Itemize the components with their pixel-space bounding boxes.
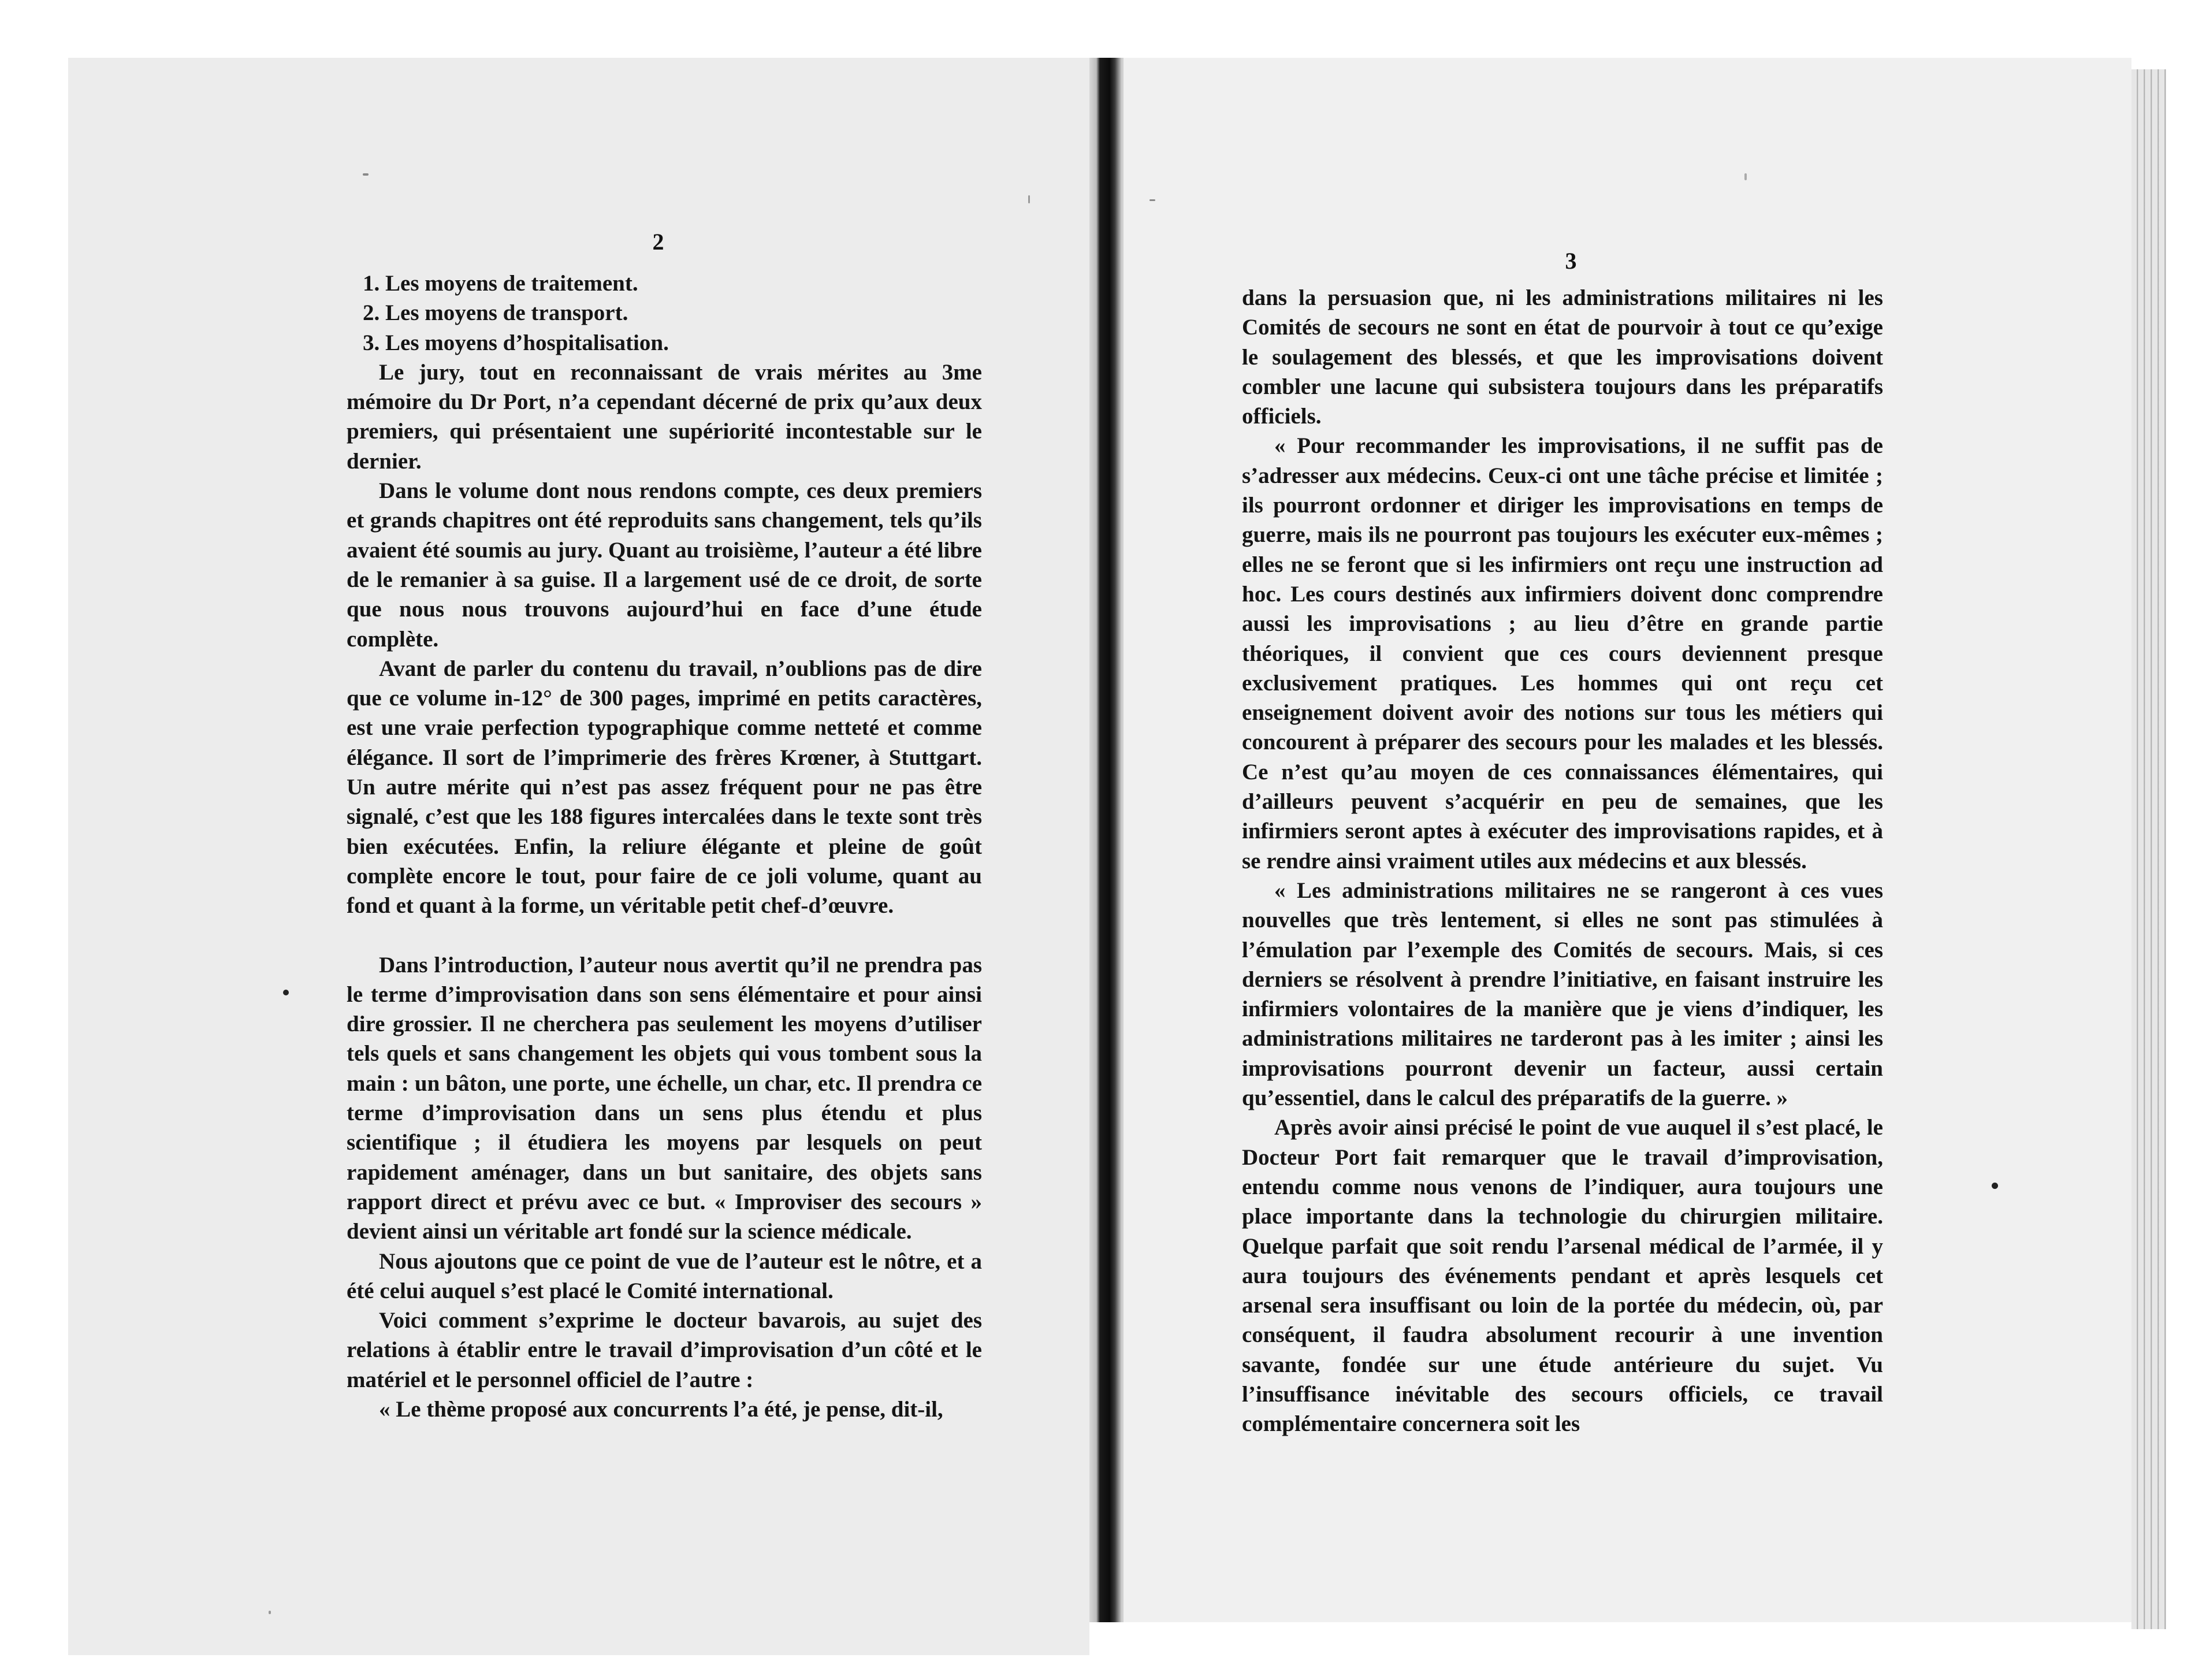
ink-speck [1992, 1183, 1998, 1189]
ink-speck [269, 1611, 271, 1614]
book-spine [1089, 58, 1123, 1622]
paragraph: Après avoir ainsi précisé le point de vue auquel il s’est placé, le Docteur Port fait remarquer que le travail d’improvisation, entendu comme nous venons de l’indiquer, aura toujours une place importante dans la technologie du chirurgien militaire. Quelque parfait que soit rendu l’arsenal médical de l’armée, il y aura toujours des événements pendant et après lesquels cet arsenal sera insuffisant ou loin de la portée du médecin, où, par conséquent, il faudra absolument recourir à une invention savante, fondée sur une étude antérieure du sujet. Vu l’insuffisance inévitable des secours officiels, ce travail complémentaire concernera soit les [1242, 1115, 1883, 1437]
list-item: 1. Les moyens de traitement. [363, 271, 638, 296]
paragraph: « Pour recommander les improvisations, il ne suffit pas de s’adresser aux médecins. Ceux-ci ont une tâche précise et limitée ; ils pourront ordonner et diriger les improvisations en temps de guerre, mais ils ne pourront pas toujours les exécuter eux-mêmes ; elles ne se feront que si les infirmiers ont reçu une instruction ad hoc. Les cours destinés aux infirmiers doivent donc comprendre aussi les improvisations ; au lieu d’être en grande partie théoriques, il convient que ces cours deviennent presque exclusivement pratiques. Les hommes qui ont reçu cet enseignement doivent avoir des notions sur tous les métiers qui concourent à préparer des secours pour les malades et les blessés. Ce n’est qu’au moyen de ces connaissances élémentaires, qui d’ailleurs peuvent s’acquérir en peu de semaines, que les infirmiers seront aptes à exécuter des improvisations rapides, et à se rendre ainsi vraiment utiles aux médecins et aux blessés. [1242, 433, 1883, 874]
ink-speck [1744, 173, 1747, 180]
list-item: 2. Les moyens de transport. [363, 300, 628, 326]
paragraph: dans la persuasion que, ni les administrations militaires ni les Comités de secours ne sont en état de pourvoir à tout ce qu’exige le soulagement des blessés, et que les improvisations doivent combler une lacune qui subsistera toujours dans les préparatifs officiels. [1242, 285, 1883, 429]
ink-speck [1149, 199, 1155, 201]
ink-speck [1028, 195, 1030, 203]
paragraph: Le jury, tout en reconnaissant de vrais mérites au 3me mémoire du Dr Port, n’a cependant décerné de prix qu’aux deux premiers, qui présentaient une supériorité incontestable sur le dernier. [347, 359, 982, 474]
right-page-number: 3 [1565, 248, 1578, 274]
paragraph: « Les administrations militaires ne se rangeront à ces vues nouvelles que très lentement, si elles ne sont pas stimulées à l’émulation par l’exemple des Comités de secours. Mais, si ces derniers se résolvent à prendre l’initiative, en faisant instruire les infirmiers volontaires de la manière que je viens d’indiquer, les administrations militaires ne tarderont pas à les imiter ; ainsi les improvisations pourront devenir un facteur, aussi certain qu’essentiel, dans le calcul des préparatifs de la guerre. » [1242, 878, 1883, 1111]
ink-speck [283, 990, 289, 995]
paragraph: Avant de parler du contenu du travail, n’oublions pas de dire que ce volume in-12° de 300 pages, imprimé en petits caractères, est une vraie perfection typographique comme netteté et comme élégance. Il sort de l’imprimerie des frères Krœner, à Stuttgart. Un autre mérite qui n’est pas assez fréquent pour ne pas être signalé, c’est que les 188 figures intercalées dans le texte sont très bien exécutées. Enfin, la reliure élégante et pleine de goût complète encore le tout, pour faire de ce joli volume, quant au fond et quant à la forme, un véritable petit chef-d’œuvre. [347, 656, 982, 919]
right-page-text [1242, 283, 1883, 1439]
list-item: 3. Les moyens d’hospitalisation. [363, 330, 669, 355]
paragraph: Voici comment s’exprime le docteur bavarois, au sujet des relations à établir entre le travail d’improvisation d’un côté et le matériel et le personnel officiel de l’autre : [347, 1308, 982, 1392]
paragraph: « Le thème proposé aux concurrents l’a été, je pense, dit-il, [379, 1396, 943, 1422]
left-page-text [347, 269, 982, 1424]
paragraph: Dans l’introduction, l’auteur nous avertit qu’il ne prendra pas le terme d’improvisation dans son sens élémentaire et pour ainsi dire grossier. Il ne cherchera pas seulement les moyens d’utiliser tels quels et sans changement les objets qui vous tombent sous la main : un bâton, une porte, une échelle, un char, etc. Il prendra ce terme d’improvisation dans un sens plus étendu et plus scientifique ; il étudiera les moyens par lesquels on peut rapidement aménager, dans un but sanitaire, des objets sans rapport direct et prévu avec ce but. « Improviser des secours » devient ainsi un véritable art fondé sur la science médicale. [347, 952, 982, 1244]
section-gap [347, 921, 982, 950]
paragraph: Dans le volume dont nous rendons compte, ces deux premiers et grands chapitres ont été reproduits sans changement, tels qu’ils avaient été soumis au jury. Quant au troisième, l’auteur a été libre de le remanier à sa guise. Il a largement usé de ce droit, de sorte que nous nous trouvons aujourd’hui en face d’une étude complète. [347, 478, 982, 652]
ink-speck [363, 173, 369, 176]
paragraph: Nous ajoutons que ce point de vue de l’auteur est le nôtre, et a été celui auquel s’est placé le Comité international. [347, 1248, 982, 1303]
page-edges [2131, 69, 2166, 1629]
left-page-number: 2 [652, 229, 665, 255]
